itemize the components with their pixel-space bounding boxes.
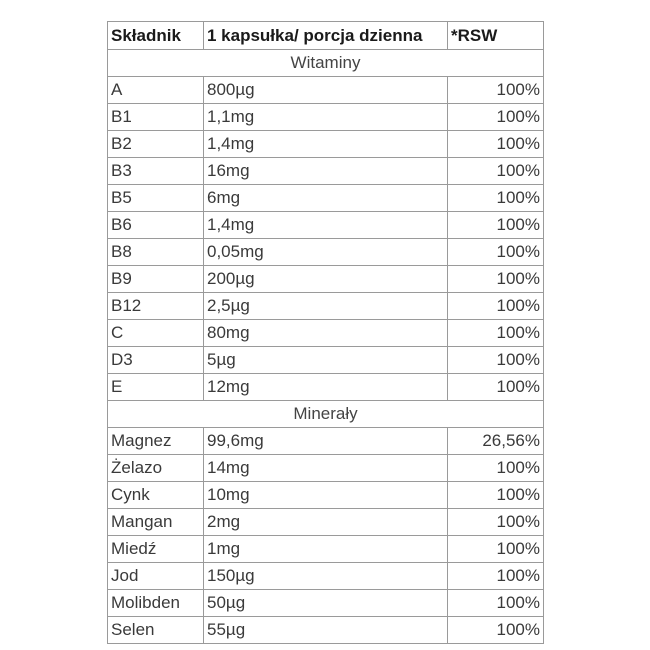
ingredient-rsw: 100% xyxy=(448,617,544,644)
ingredient-rsw: 26,56% xyxy=(448,428,544,455)
header-dose: 1 kapsułka/ porcja dzienna xyxy=(204,22,448,50)
section-row-vitamins xyxy=(108,50,544,77)
section-row-minerals xyxy=(108,401,544,428)
ingredient-name: B1 xyxy=(108,104,204,131)
ingredient-amount: 1,4mg xyxy=(204,131,448,158)
ingredient-amount: 0,05mg xyxy=(204,239,448,266)
ingredient-rsw: 100% xyxy=(448,509,544,536)
ingredient-rsw: 100% xyxy=(448,590,544,617)
ingredient-amount: 1mg xyxy=(204,536,448,563)
ingredient-amount: 1,4mg xyxy=(204,212,448,239)
table-row xyxy=(108,509,544,536)
ingredient-amount: 50µg xyxy=(204,590,448,617)
header-rsw: *RSW xyxy=(448,22,544,50)
table-row xyxy=(108,293,544,320)
section-title-minerals: Minerały xyxy=(108,401,544,428)
ingredient-amount: 99,6mg xyxy=(204,428,448,455)
ingredient-name: Molibden xyxy=(108,590,204,617)
ingredient-rsw: 100% xyxy=(448,104,544,131)
table-row xyxy=(108,104,544,131)
ingredient-rsw: 100% xyxy=(448,185,544,212)
table-row xyxy=(108,158,544,185)
ingredient-rsw: 100% xyxy=(448,320,544,347)
ingredient-amount: 14mg xyxy=(204,455,448,482)
ingredient-amount: 800µg xyxy=(204,77,448,104)
ingredient-name: B6 xyxy=(108,212,204,239)
ingredient-name: Magnez xyxy=(108,428,204,455)
ingredient-name: Jod xyxy=(108,563,204,590)
ingredient-name: Miedź xyxy=(108,536,204,563)
ingredient-name: B3 xyxy=(108,158,204,185)
table-row xyxy=(108,482,544,509)
ingredient-amount: 80mg xyxy=(204,320,448,347)
ingredient-name: B8 xyxy=(108,239,204,266)
ingredient-name: Cynk xyxy=(108,482,204,509)
ingredient-name: Selen xyxy=(108,617,204,644)
ingredient-rsw: 100% xyxy=(448,158,544,185)
ingredient-rsw: 100% xyxy=(448,131,544,158)
table-row xyxy=(108,374,544,401)
ingredient-name: B12 xyxy=(108,293,204,320)
ingredient-amount: 2mg xyxy=(204,509,448,536)
ingredient-name: B5 xyxy=(108,185,204,212)
ingredient-amount: 10mg xyxy=(204,482,448,509)
table-row xyxy=(108,320,544,347)
table-row xyxy=(108,455,544,482)
ingredient-rsw: 100% xyxy=(448,293,544,320)
ingredient-rsw: 100% xyxy=(448,563,544,590)
ingredient-rsw: 100% xyxy=(448,455,544,482)
ingredient-name: B2 xyxy=(108,131,204,158)
table-row xyxy=(108,536,544,563)
ingredient-rsw: 100% xyxy=(448,239,544,266)
ingredient-name: Mangan xyxy=(108,509,204,536)
ingredient-name: C xyxy=(108,320,204,347)
table-row xyxy=(108,131,544,158)
ingredient-rsw: 100% xyxy=(448,536,544,563)
table-row xyxy=(108,347,544,374)
ingredient-rsw: 100% xyxy=(448,266,544,293)
ingredient-rsw: 100% xyxy=(448,374,544,401)
table-row xyxy=(108,617,544,644)
ingredient-amount: 200µg xyxy=(204,266,448,293)
ingredient-rsw: 100% xyxy=(448,212,544,239)
ingredient-name: D3 xyxy=(108,347,204,374)
table-row xyxy=(108,590,544,617)
ingredient-amount: 2,5µg xyxy=(204,293,448,320)
ingredient-amount: 12mg xyxy=(204,374,448,401)
ingredient-amount: 6mg xyxy=(204,185,448,212)
ingredient-amount: 5µg xyxy=(204,347,448,374)
ingredient-name: E xyxy=(108,374,204,401)
ingredient-rsw: 100% xyxy=(448,77,544,104)
section-title-vitamins: Witaminy xyxy=(108,50,544,77)
ingredient-name: B9 xyxy=(108,266,204,293)
ingredient-rsw: 100% xyxy=(448,482,544,509)
ingredient-amount: 16mg xyxy=(204,158,448,185)
table-row xyxy=(108,185,544,212)
table-row xyxy=(108,212,544,239)
ingredient-rsw: 100% xyxy=(448,347,544,374)
table-row xyxy=(108,428,544,455)
table-row xyxy=(108,77,544,104)
table-row xyxy=(108,239,544,266)
ingredient-name: Żelazo xyxy=(108,455,204,482)
ingredient-amount: 55µg xyxy=(204,617,448,644)
supplement-facts-table xyxy=(107,21,544,644)
table-row xyxy=(108,266,544,293)
ingredient-amount: 1,1mg xyxy=(204,104,448,131)
ingredient-amount: 150µg xyxy=(204,563,448,590)
ingredient-name: A xyxy=(108,77,204,104)
header-ingredient: Składnik xyxy=(108,22,204,50)
table-row xyxy=(108,563,544,590)
table-header-row xyxy=(108,22,544,50)
